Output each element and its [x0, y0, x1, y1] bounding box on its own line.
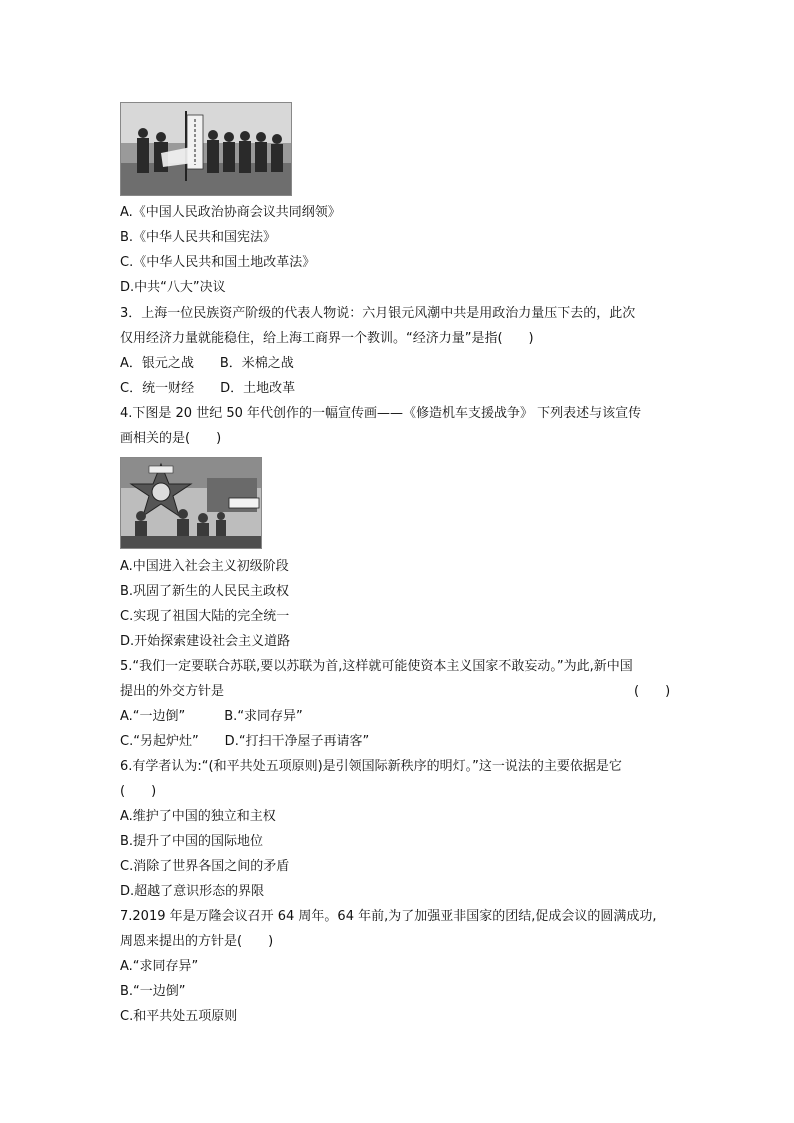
q6-option-d: D.超越了意识形态的界限 — [120, 884, 265, 899]
propaganda-poster-image — [120, 457, 262, 549]
q7-option-b: B.“一边倒” — [120, 984, 186, 999]
q6-option-b: B.提升了中国的国际地位 — [120, 834, 264, 849]
q2-option-d: D.中共“八大”决议 — [120, 280, 226, 295]
q6-stem-line1: 6.有学者认为:“(和平共处五项原则)是引领国际新秩序的明灯。”这一说法的主要依据是它 — [120, 759, 622, 774]
q7-stem-line1: 7.2019 年是万隆会议召开 64 周年。64 年前,为了加强亚非国家的团结,促成会议的圆满成功, — [120, 909, 657, 924]
q2-option-a: A.《中国人民政治协商会议共同纲领》 — [120, 205, 341, 220]
q5-stem-line2: 提出的外交方针是 — [120, 684, 225, 699]
q4-stem-line1: 4.下图是 20 世纪 50 年代创作的一幅宣传画——《修造机车支援战争》 下列表述与该宣传 — [120, 406, 642, 421]
q4-option-d: D.开始探索建设社会主义道路 — [120, 634, 291, 649]
q3-options-row1: A．银元之战 B．米棉之战 — [120, 356, 294, 371]
q6-stem-line2: ( ) — [120, 784, 157, 799]
q7-stem-line2: 周恩来提出的方针是( ) — [120, 934, 274, 949]
q4-stem-line2: 画相关的是( ) — [120, 431, 222, 446]
land-reform-photo — [120, 102, 292, 196]
q4-option-c: C.实现了祖国大陆的完全统一 — [120, 609, 290, 624]
q6-option-c: C.消除了世界各国之间的矛盾 — [120, 859, 290, 874]
q5-options-row1: A.“一边倒” B.“求同存异” — [120, 709, 303, 724]
q2-option-b: B.《中华人民共和国宪法》 — [120, 230, 277, 245]
q3-stem-line2: 仅用经济力量就能稳住，给上海工商界一个教训。“经济力量”是指( ) — [120, 331, 534, 346]
q3-options-row2: C．统一财经 D．土地改革 — [120, 381, 296, 396]
q6-option-a: A.维护了中国的独立和主权 — [120, 809, 276, 824]
q5-answer-blank: ( ) — [634, 684, 671, 699]
q7-option-c: C.和平共处五项原则 — [120, 1009, 238, 1024]
q7-option-a: A.“求同存异” — [120, 959, 199, 974]
q4-option-b: B.巩固了新生的人民民主政权 — [120, 584, 290, 599]
q2-option-c: C.《中华人民共和国土地改革法》 — [120, 255, 316, 270]
q5-stem-line1: 5.“我们一定要联合苏联,要以苏联为首,这样就可能使资本主义国家不敢妄动。”为此,新中国 — [120, 659, 633, 674]
q3-stem-line1: 3．上海一位民族资产阶级的代表人物说：六月银元风潮中共是用政治力量压下去的，此次 — [120, 306, 636, 321]
q4-option-a: A.中国进入社会主义初级阶段 — [120, 559, 289, 574]
q5-options-row2: C.“另起炉灶” D.“打扫干净屋子再请客” — [120, 734, 370, 749]
